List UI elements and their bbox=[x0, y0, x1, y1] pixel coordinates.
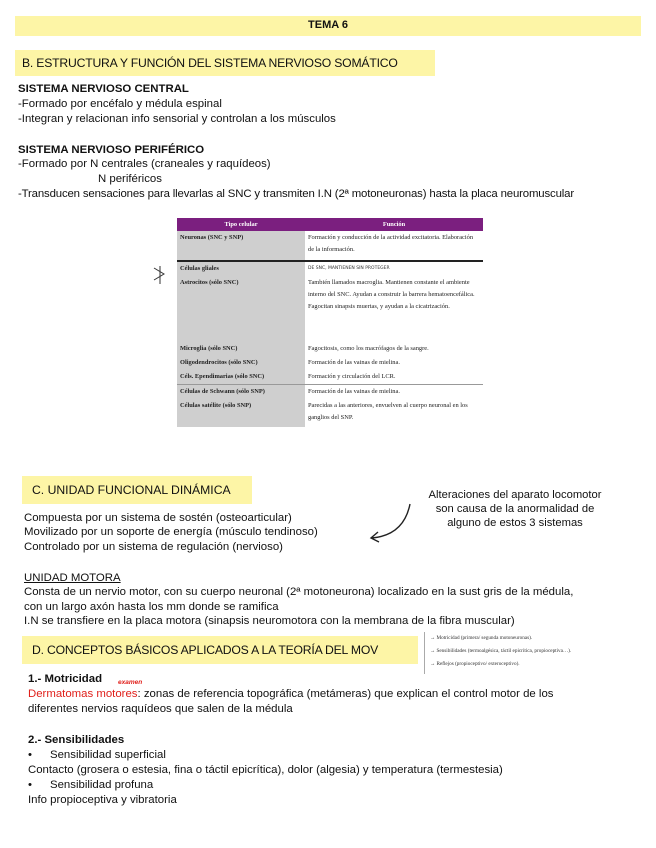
section-d-heading: D. CONCEPTOS BÁSICOS APLICADOS A LA TEORÍA DEL MOV bbox=[32, 643, 379, 657]
snp-line-3: -Transducen sensaciones para llevarlas al SNC y transmiten I.N (2ª motoneuronas) hasta la placa neuromuscular bbox=[18, 188, 574, 200]
snc-title: SISTEMA NERVIOSO CENTRAL bbox=[18, 83, 189, 95]
cell-function: Formación de las vainas de mielina. bbox=[305, 356, 483, 370]
bullet-icon: • bbox=[28, 749, 32, 761]
section-c-line-2: Movilizado por un soporte de energía (músculo tendinoso) bbox=[24, 526, 318, 538]
table-row bbox=[177, 231, 483, 261]
dermatomas-line bbox=[28, 687, 554, 701]
motricidad-title: 1.- Motricidad bbox=[28, 673, 103, 685]
cell-type: Células satélite (sólo SNP) bbox=[177, 399, 305, 427]
cell-function: Parecidas a las anteriores, envuelven al cuerpo neuronal en los ganglios del SNP. bbox=[305, 399, 483, 427]
page-title: TEMA 6 bbox=[308, 19, 348, 31]
cell-type-table bbox=[177, 218, 483, 427]
snp-title: SISTEMA NERVIOSO PERIFÉRICO bbox=[18, 144, 205, 156]
sens-line-4: Info propioceptiva y vibratoria bbox=[28, 794, 177, 806]
table-row bbox=[177, 370, 483, 385]
sens-bullet-1 bbox=[28, 748, 166, 762]
handwritten-bracket-icon bbox=[150, 262, 170, 288]
section-c-line-3: Controlado por un sistema de regulación (nervioso) bbox=[24, 541, 283, 553]
section-b-heading: B. ESTRUCTURA Y FUNCIÓN DEL SISTEMA NERVIOSO SOMÁTICO bbox=[22, 56, 398, 70]
note-line-3: alguno de estos 3 sistemas bbox=[447, 517, 583, 529]
table-header-type: Tipo celular bbox=[177, 218, 305, 231]
sens-bullet-2 bbox=[28, 778, 153, 792]
snc-line-2: -Integran y relacionan info sensorial y controlan a los músculos bbox=[18, 113, 336, 125]
motor-line-3: I.N se transfiere en la placa motora (sinapsis neuromotora con la membrana de la fibra muscular) bbox=[24, 615, 515, 627]
cell-type: Astrocitos (sólo SNC) bbox=[177, 276, 305, 342]
curved-arrow-icon bbox=[366, 500, 416, 546]
sidenotes bbox=[430, 632, 571, 671]
motor-unit-title: UNIDAD MOTORA bbox=[24, 572, 121, 584]
table-row bbox=[177, 356, 483, 370]
sidenote-1: → Motricidad (primera/ segunda motoneuronas). bbox=[430, 635, 533, 641]
cell-type: Neuronas (SNC y SNP) bbox=[177, 231, 305, 261]
cell-function: Formación de las vainas de mielina. bbox=[305, 385, 483, 400]
handwritten-note bbox=[410, 488, 620, 530]
note-line-1: Alteraciones del aparato locomotor bbox=[428, 489, 602, 501]
dermatomas-label: Dermatomas motores bbox=[28, 688, 138, 700]
cell-type: Células gliales bbox=[177, 261, 305, 276]
table-row bbox=[177, 399, 483, 427]
cell-type: Oligodendrocitos (sólo SNC) bbox=[177, 356, 305, 370]
section-c-line-1: Compuesta por un sistema de sostén (osteoarticular) bbox=[24, 512, 292, 524]
table-row bbox=[177, 261, 483, 276]
cell-function: Fagocitosis, como los macrófagos de la sangre. bbox=[305, 342, 483, 356]
cell-function: Formación y circulación del LCR. bbox=[305, 370, 483, 385]
sidenote-bracket bbox=[424, 632, 429, 674]
cell-function: También llamados macroglia. Mantienen constante el ambiente interno del SNC. Ayudan a construir la barrera hematoencefálica. Fagocitan sinapsis muertas, y ayudan a la cicatrización. bbox=[305, 276, 483, 342]
cell-function-handwritten: DE SNC, MANTIENEN SIN PROTEGER bbox=[305, 261, 483, 276]
motor-line-1: Consta de un nervio motor, con su cuerpo neuronal (2ª motoneurona) localizado en la sust gris de la médula, bbox=[24, 586, 574, 598]
table-row bbox=[177, 342, 483, 356]
table-header-function: Función bbox=[305, 218, 483, 231]
sens-line-1: Sensibilidad superficial bbox=[50, 749, 166, 761]
bullet-icon: • bbox=[28, 779, 32, 791]
motor-line-2: con un largo axón hasta los mm donde se ramifica bbox=[24, 601, 279, 613]
cell-type: Células de Schwann (sólo SNP) bbox=[177, 385, 305, 400]
cell-function: Formación y conducción de la actividad excitatoria. Elaboración de la información. bbox=[305, 231, 483, 261]
note-line-2: son causa de la anormalidad de bbox=[435, 503, 595, 515]
sensibilidades-title: 2.- Sensibilidades bbox=[28, 734, 125, 746]
sidenote-3: → Reflejos (propioceptivo/ exteroceptivo). bbox=[430, 661, 520, 667]
snp-line-2: N periféricos bbox=[98, 173, 162, 185]
sens-line-2: Contacto (grosera o estesia, fina o táctil epicrítica), dolor (algesia) y temperatura (termestesia) bbox=[28, 764, 503, 776]
cell-type: Microglia (sólo SNC) bbox=[177, 342, 305, 356]
sens-line-3: Sensibilidad profuna bbox=[50, 779, 154, 791]
table-row bbox=[177, 276, 483, 342]
section-c-heading: C. UNIDAD FUNCIONAL DINÁMICA bbox=[32, 483, 231, 497]
snp-line-1: -Formado por N centrales (craneales y raquídeos) bbox=[18, 158, 271, 170]
table-row bbox=[177, 385, 483, 400]
dermatomas-text: : zonas de referencia topográfica (metámeras) que explican el control motor de los bbox=[137, 688, 554, 700]
dermatomas-line-2: diferentes nervios raquídeos que salen de la médula bbox=[28, 703, 293, 715]
examen-tag: examen bbox=[118, 679, 143, 686]
cell-type: Céls. Ependimarias (sólo SNC) bbox=[177, 370, 305, 385]
snc-line-1: -Formado por encéfalo y médula espinal bbox=[18, 98, 222, 110]
sidenote-2: → Sensibilidades (termoalgésica, táctil epicrítica, propioceptiva…). bbox=[430, 648, 572, 654]
